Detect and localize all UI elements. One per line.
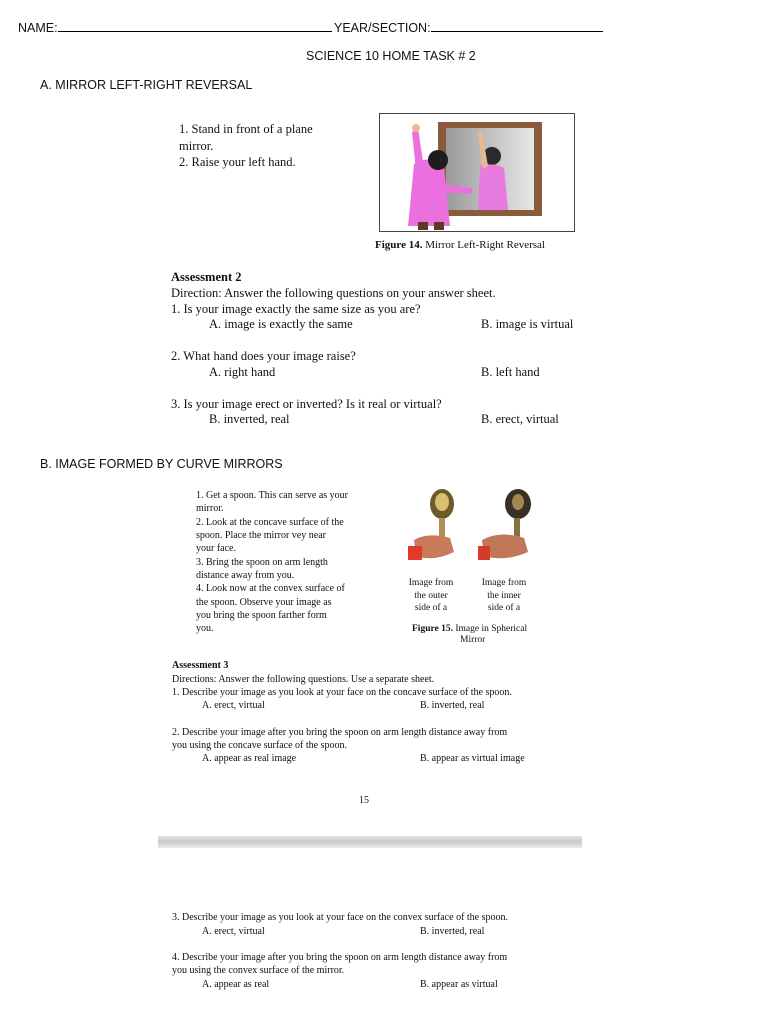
section-b-heading: B. IMAGE FORMED BY CURVE MIRRORS	[40, 457, 283, 471]
year-section-label: YEAR/SECTION:	[334, 21, 431, 35]
name-field[interactable]	[18, 20, 332, 35]
section-a-step-1b: mirror.	[179, 139, 214, 153]
section-b-step-4c: you bring the spoon farther form	[196, 610, 327, 621]
year-section-blank[interactable]	[431, 20, 603, 32]
spoon-inner-illustration	[478, 488, 534, 568]
a3-q3-option-a[interactable]: A. erect, virtual	[202, 926, 265, 937]
section-b-step-2b: spoon. Place the mirror vey near	[196, 530, 326, 541]
page-title: SCIENCE 10 HOME TASK # 2	[306, 49, 476, 63]
section-b-step-1b: mirror.	[196, 503, 224, 514]
a3-question-4b: you using the convex surface of the mirror.	[172, 965, 345, 976]
spoon-outer-figure	[408, 488, 464, 573]
spoon-outer-label-line1: Image from	[408, 578, 454, 588]
a3-question-4: 4. Describe your image after you bring the spoon on arm length distance away from	[172, 952, 508, 963]
section-a-step-1: 1. Stand in front of a plane	[179, 122, 313, 136]
section-b-step-2: 2. Look at the concave surface of the	[196, 517, 344, 528]
spoon-inner-label-line3: side of a	[487, 603, 521, 613]
assessment-2-direction: Direction: Answer the following questions on your answer sheet.	[171, 286, 496, 300]
spoon-outer-label	[405, 577, 457, 615]
name-blank[interactable]	[58, 20, 332, 32]
section-b-step-1: 1. Get a spoon. This can serve as your	[196, 490, 349, 501]
year-section-field[interactable]	[334, 20, 603, 35]
figure-14-caption	[375, 239, 545, 251]
a3-q4-option-b[interactable]: B. appear as virtual	[420, 979, 498, 990]
a2-question-2: 2. What hand does your image raise?	[171, 349, 356, 363]
figure-14-caption-text: Mirror Left-Right Reversal	[422, 239, 545, 251]
section-b-step-2c: your face.	[196, 543, 236, 554]
figure-15-caption-text: Image in Spherical	[453, 624, 528, 634]
spoon-outer-label-line2: the outer	[414, 590, 448, 601]
a2-q3-option-b[interactable]: B. erect, virtual	[481, 412, 559, 426]
spoon-outer-illustration	[408, 488, 464, 568]
a2-question-3: 3. Is your image erect or inverted? Is it real or virtual?	[171, 397, 442, 411]
a2-question-1: 1. Is your image exactly the same size as you are?	[171, 302, 421, 316]
figure-14-label: Figure 14.	[375, 239, 423, 251]
name-label: NAME:	[18, 21, 58, 35]
a2-q1-option-a[interactable]: A. image is exactly the same	[209, 317, 353, 331]
section-b-step-4: 4. Look now at the convex surface of	[196, 583, 345, 594]
a3-q3-option-b[interactable]: B. inverted, real	[420, 926, 485, 937]
spoon-outer-label-line3: side of a	[414, 603, 448, 613]
a3-q1-option-b[interactable]: B. inverted, real	[420, 700, 485, 711]
mirror-reversal-figure	[379, 113, 575, 232]
assessment-3-direction: Directions: Answer the following questions. Use a separate sheet.	[172, 674, 435, 685]
a3-q2-option-a[interactable]: A. appear as real image	[202, 753, 297, 764]
mirror-person-illustration	[380, 114, 574, 231]
section-b-step-4b: the spoon. Observe your image as	[196, 597, 332, 608]
section-a-heading: A. MIRROR LEFT-RIGHT REVERSAL	[40, 78, 253, 92]
a3-question-2: 2. Describe your image after you bring the spoon on arm length distance away from	[172, 727, 508, 738]
assessment-2-title: Assessment 2	[171, 270, 242, 284]
section-b-step-3b: distance away from you.	[196, 570, 295, 581]
a2-q3-option-a[interactable]: B. inverted, real	[209, 412, 290, 426]
assessment-3-title: Assessment 3	[172, 660, 229, 671]
a3-q4-option-a[interactable]: A. appear as real	[202, 979, 270, 990]
spoon-inner-label-line1: Image from	[481, 578, 527, 588]
figure-15-caption-line2: Mirror	[460, 635, 486, 645]
spoon-inner-label	[476, 577, 532, 615]
a3-question-3: 3. Describe your image as you look at your face on the convex surface of the spoon.	[172, 912, 509, 923]
a2-q1-option-b[interactable]: B. image is virtual	[481, 317, 574, 331]
spoon-inner-label-line2: the inner	[487, 590, 521, 601]
a2-q2-option-a[interactable]: A. right hand	[209, 365, 276, 379]
figure-15-label: Figure 15.	[412, 624, 453, 634]
page-break-divider	[158, 836, 582, 848]
page-number: 15	[359, 795, 369, 806]
a3-question-2b: you using the concave surface of the spoon.	[172, 740, 347, 751]
a3-q1-option-a[interactable]: A. erect, virtual	[202, 700, 265, 711]
section-b-step-3: 3. Bring the spoon on arm length	[196, 557, 328, 568]
a2-q2-option-b[interactable]: B. left hand	[481, 365, 540, 379]
spoon-inner-figure	[478, 488, 534, 573]
section-a-step-2: 2. Raise your left hand.	[179, 155, 296, 169]
a3-question-1: 1. Describe your image as you look at your face on the concave surface of the spoon.	[172, 687, 512, 698]
section-b-step-4d: you.	[196, 623, 214, 634]
a3-q2-option-b[interactable]: B. appear as virtual image	[420, 753, 525, 764]
